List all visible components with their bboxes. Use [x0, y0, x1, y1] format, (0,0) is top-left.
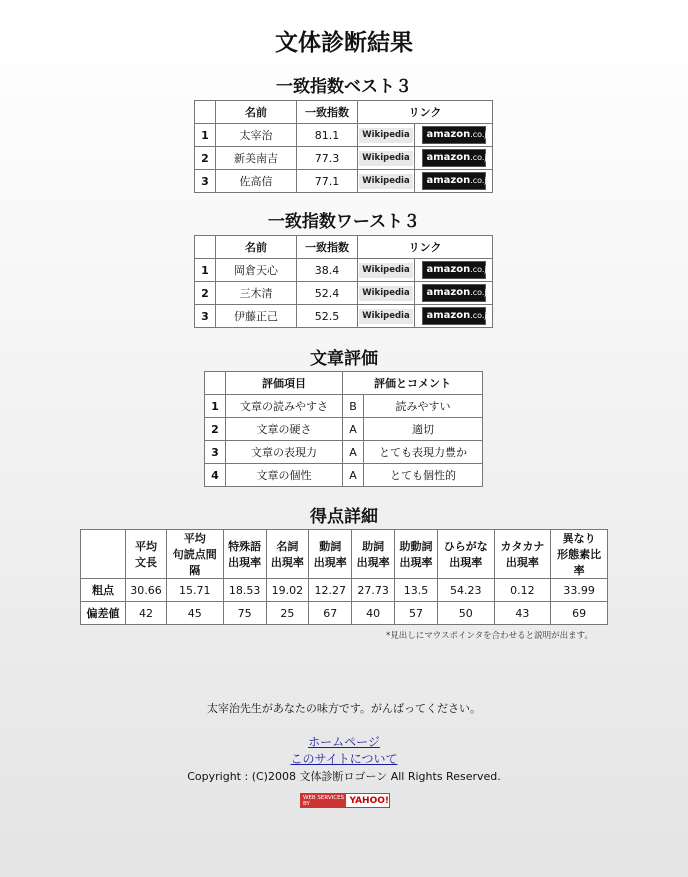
raw-score-cell: 15.71 [166, 579, 223, 602]
column-header-line: 助詞 [362, 540, 385, 553]
score-header: 一致指数 [297, 236, 358, 259]
rank-cell: 1 [195, 259, 216, 282]
item-cell: 文章の読みやすさ [226, 395, 343, 418]
amazon-logo-suffix: .co.jp [470, 176, 492, 185]
raw-score-cell: 33.99 [551, 579, 608, 602]
wikipedia-cell [358, 147, 415, 170]
number-header [205, 372, 226, 395]
table-header-row [81, 530, 608, 579]
rank-cell: 1 [195, 124, 216, 147]
comment-cell: とても表現力豊か [364, 441, 483, 464]
column-header-line: 特殊語 [228, 540, 262, 553]
best-table [194, 100, 493, 193]
copyright: Copyright : (C)2008 文体診断ロゴーン All Rights Reserved. [187, 770, 501, 783]
column-header-line: 形態素比 [557, 548, 602, 561]
table-header-row [195, 236, 493, 259]
about-link[interactable]: このサイトについて [290, 752, 398, 766]
number-cell: 2 [205, 418, 226, 441]
item-cell: 文章の個性 [226, 464, 343, 487]
deviation-cell: 43 [494, 602, 551, 625]
column-header-line: 出現率 [228, 556, 262, 569]
raw-score-cell: 18.53 [223, 579, 266, 602]
column-header-line: 異なり [562, 532, 596, 545]
comment-cell: 適切 [364, 418, 483, 441]
column-header[interactable] [166, 530, 223, 579]
author-name: 新美南吉 [216, 147, 297, 170]
raw-score-cell: 19.02 [266, 579, 309, 602]
evaluation-heading: 文章評価 [310, 349, 378, 369]
column-header[interactable] [126, 530, 167, 579]
column-header-line: 平均 [134, 540, 157, 553]
column-header[interactable] [309, 530, 352, 579]
table-row [205, 464, 483, 487]
wikipedia-link[interactable]: Wikipedia [359, 286, 412, 301]
column-header-line: 動詞 [319, 540, 342, 553]
corner-header [81, 530, 126, 579]
column-header[interactable] [395, 530, 438, 579]
amazon-cell [415, 305, 493, 328]
about-link-row [0, 750, 688, 767]
deviation-cell: 50 [437, 602, 494, 625]
link-header: リンク [358, 236, 493, 259]
column-header[interactable] [352, 530, 395, 579]
table-row [81, 602, 608, 625]
amazon-cell [415, 170, 493, 193]
author-name: 伊藤正己 [216, 305, 297, 328]
grade-cell: A [343, 418, 364, 441]
deviation-cell: 57 [395, 602, 438, 625]
column-header-line: 出現率 [270, 556, 304, 569]
rank-cell: 3 [195, 305, 216, 328]
yahoo-web-services-badge[interactable] [300, 793, 390, 808]
table-row [195, 147, 493, 170]
amazon-logo-suffix: .co.jp [470, 153, 492, 162]
score-header: 一致指数 [297, 101, 358, 124]
column-header-line: 出現率 [356, 556, 390, 569]
wikipedia-cell [358, 259, 415, 282]
rank-header [195, 236, 216, 259]
raw-score-cell: 54.23 [437, 579, 494, 602]
raw-score-cell: 0.12 [494, 579, 551, 602]
deviation-cell: 25 [266, 602, 309, 625]
column-header[interactable] [437, 530, 494, 579]
row-label: 偏差値 [81, 602, 126, 625]
amazon-logo-text: amazon [426, 287, 471, 298]
amazon-link[interactable] [422, 261, 492, 279]
table-row [195, 259, 493, 282]
amazon-link[interactable] [422, 149, 492, 167]
item-cell: 文章の表現力 [226, 441, 343, 464]
rank-cell: 2 [195, 282, 216, 305]
wikipedia-cell [358, 170, 415, 193]
number-cell: 1 [205, 395, 226, 418]
rank-header [195, 101, 216, 124]
table-row [195, 170, 493, 193]
score-cell: 52.5 [297, 305, 358, 328]
deviation-cell: 42 [126, 602, 167, 625]
author-name: 太宰治 [216, 124, 297, 147]
worst-heading: 一致指数ワースト３ [267, 212, 421, 232]
amazon-cell [415, 282, 493, 305]
raw-score-cell: 12.27 [309, 579, 352, 602]
column-header-line: 率 [573, 564, 585, 577]
number-cell: 3 [205, 441, 226, 464]
wikipedia-link[interactable]: Wikipedia [359, 263, 412, 278]
table-row [205, 441, 483, 464]
comment-cell: 読みやすい [364, 395, 483, 418]
item-header: 評価項目 [226, 372, 343, 395]
raw-score-cell: 13.5 [395, 579, 438, 602]
deviation-cell: 40 [352, 602, 395, 625]
rank-cell: 3 [195, 170, 216, 193]
amazon-logo-text: amazon [426, 152, 471, 163]
wikipedia-cell [358, 124, 415, 147]
amazon-logo-text: amazon [426, 129, 471, 140]
amazon-logo-suffix: .co.jp [470, 288, 492, 297]
home-link[interactable]: ホームページ [308, 735, 380, 749]
raw-score-cell: 30.66 [126, 579, 167, 602]
grade-cell: A [343, 464, 364, 487]
deviation-cell: 75 [223, 602, 266, 625]
wikipedia-link[interactable]: Wikipedia [359, 151, 412, 166]
column-header-line: 出現率 [313, 556, 347, 569]
row-label: 粗点 [81, 579, 126, 602]
column-header[interactable] [223, 530, 266, 579]
wikipedia-cell [358, 305, 415, 328]
badge-left-text: WEB SERVICES BY [301, 794, 346, 807]
score-cell: 38.4 [297, 259, 358, 282]
grade-cell: B [343, 395, 364, 418]
rank-cell: 2 [195, 147, 216, 170]
score-cell: 81.1 [297, 124, 358, 147]
home-link-row [0, 733, 688, 750]
evaluation-table [204, 371, 483, 487]
amazon-logo-suffix: .co.jp [470, 311, 492, 320]
score-cell: 77.3 [297, 147, 358, 170]
worst-table [194, 235, 493, 328]
amazon-link[interactable] [422, 284, 492, 302]
table-row [205, 395, 483, 418]
link-header: リンク [358, 101, 493, 124]
comment-header: 評価とコメント [343, 372, 483, 395]
yahoo-logo: YAHOO! [349, 795, 389, 806]
amazon-logo-text: amazon [426, 175, 471, 186]
deviation-cell: 45 [166, 602, 223, 625]
deviation-cell: 67 [309, 602, 352, 625]
author-name: 佐高信 [216, 170, 297, 193]
result-message: 太宰治先生があなたの味方です。がんばってください。 [206, 702, 482, 715]
name-header: 名前 [216, 236, 297, 259]
column-header-line: 出現率 [449, 556, 483, 569]
score-cell: 77.1 [297, 170, 358, 193]
column-header-line: 文長 [134, 556, 157, 569]
column-header-line: 句読点間 [172, 548, 217, 561]
column-header-line: カタカナ [500, 540, 545, 553]
author-name: 三木清 [216, 282, 297, 305]
details-heading: 得点詳細 [310, 507, 378, 527]
column-header[interactable] [266, 530, 309, 579]
column-header-line: 隔 [189, 564, 201, 577]
name-header: 名前 [216, 101, 297, 124]
table-row [205, 418, 483, 441]
raw-score-cell: 27.73 [352, 579, 395, 602]
column-header-line: 助動詞 [399, 540, 433, 553]
author-name: 岡倉天心 [216, 259, 297, 282]
page-title: 文体診断結果 [275, 30, 413, 56]
column-header-line: 名詞 [276, 540, 299, 553]
column-header-line: ひらがな [443, 540, 488, 553]
table-header-row [205, 372, 483, 395]
column-header[interactable] [494, 530, 551, 579]
best-heading: 一致指数ベスト３ [276, 77, 412, 97]
table-row [195, 124, 493, 147]
column-header-line: 平均 [183, 532, 206, 545]
column-header-line: 出現率 [399, 556, 433, 569]
wikipedia-link[interactable]: Wikipedia [359, 174, 412, 189]
amazon-cell [415, 147, 493, 170]
amazon-link[interactable] [422, 126, 492, 144]
amazon-link[interactable] [422, 172, 492, 190]
amazon-cell [415, 259, 493, 282]
table-row [81, 579, 608, 602]
column-header-line: 出現率 [505, 556, 539, 569]
score-cell: 52.4 [297, 282, 358, 305]
amazon-logo-text: amazon [426, 264, 471, 275]
wikipedia-cell [358, 282, 415, 305]
table-header-row [195, 101, 493, 124]
comment-cell: とても個性的 [364, 464, 483, 487]
number-cell: 4 [205, 464, 226, 487]
table-row [195, 305, 493, 328]
amazon-logo-text: amazon [426, 310, 471, 321]
table-row [195, 282, 493, 305]
tooltip-note: *見出しにマウスポインタを合わせると説明が出ます。 [386, 631, 593, 641]
wikipedia-link[interactable]: Wikipedia [359, 309, 412, 324]
deviation-cell: 69 [551, 602, 608, 625]
score-details-table [80, 529, 608, 625]
amazon-link[interactable] [422, 307, 492, 325]
item-cell: 文章の硬さ [226, 418, 343, 441]
column-header[interactable] [551, 530, 608, 579]
amazon-logo-suffix: .co.jp [470, 265, 492, 274]
grade-cell: A [343, 441, 364, 464]
amazon-cell [415, 124, 493, 147]
wikipedia-link[interactable]: Wikipedia [359, 128, 412, 143]
amazon-logo-suffix: .co.jp [470, 130, 492, 139]
